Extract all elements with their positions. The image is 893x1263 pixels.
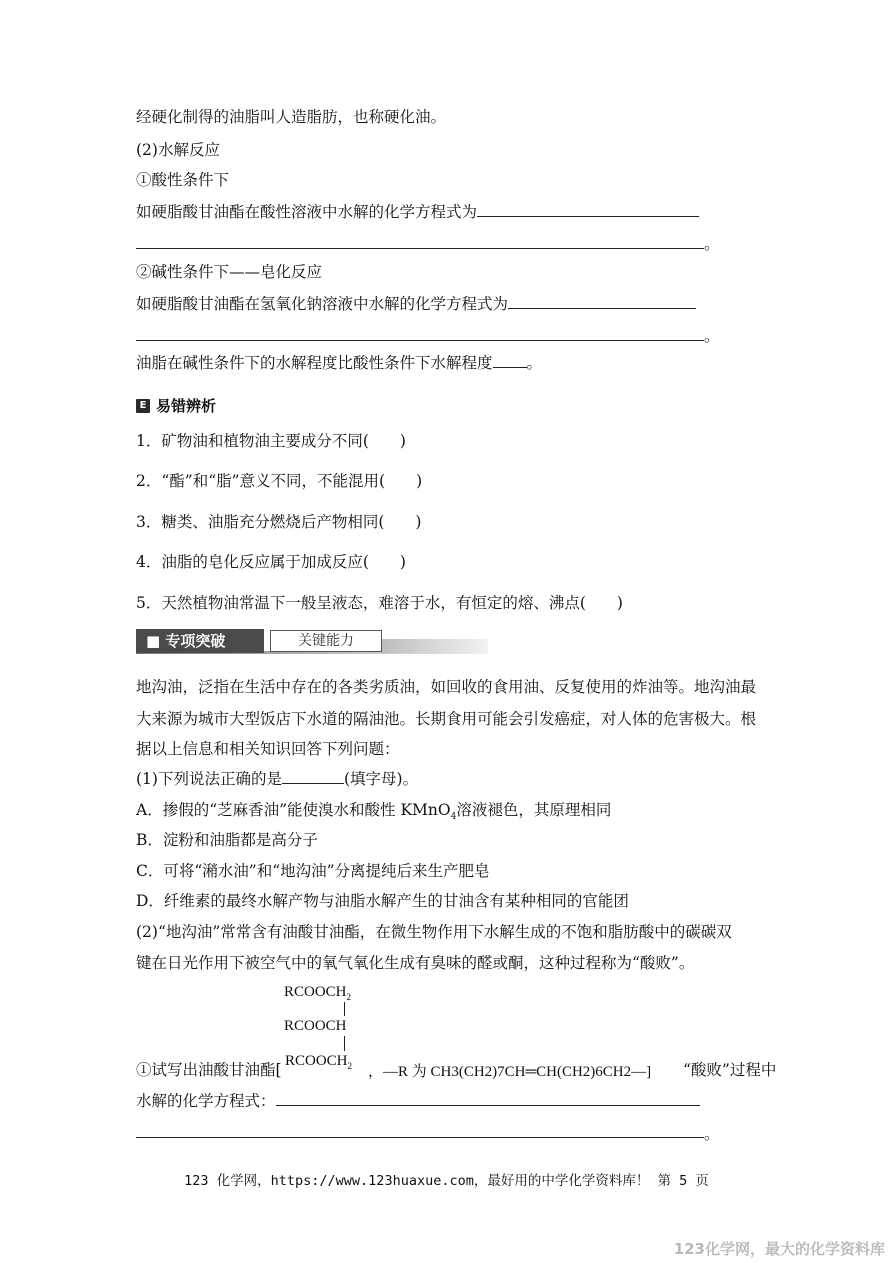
problem-paragraph: 地沟油，泛指在生活中存在的各类劣质油，如回收的食用油、反复使用的炸油等。地沟油最 [136, 678, 757, 696]
answer-blank[interactable] [508, 294, 696, 309]
question-2: (2)“地沟油”常常含有油酸甘油酯，在微生物作用下水解生成的不饱和脂肪酸中的碳碳双 [136, 923, 732, 941]
compare-question [136, 353, 542, 373]
judge-item: 4．油脂的皂化反应属于加成反应( ) [136, 553, 406, 571]
period: 。 [526, 354, 543, 372]
structure-row [285, 1053, 352, 1071]
base-question [136, 294, 696, 314]
structure-text: RCOOCH [285, 1053, 348, 1069]
answer-blank[interactable] [276, 1091, 700, 1106]
section-title-text: 易错辨析 [156, 397, 217, 415]
period: 。 [704, 1125, 720, 1143]
subscript: 2 [347, 1061, 353, 1071]
subscript: 4 [450, 812, 457, 823]
question-1 [136, 769, 418, 789]
answer-blank[interactable] [282, 769, 344, 784]
option-a-text: A．掺假的“芝麻香油”能使溴水和酸性 KMnO [136, 801, 451, 819]
q1-suffix: (填字母)。 [343, 770, 419, 788]
section-banner [136, 629, 488, 653]
banner-dark-label: ■ 专项突破 [136, 629, 264, 653]
option-b: B．淀粉和油脂都是高分子 [136, 831, 318, 849]
judge-item: 2．“酯”和“脂”意义不同，不能混用( ) [136, 472, 423, 490]
structure-row [284, 984, 351, 1002]
answer-blank[interactable] [477, 202, 699, 217]
q2a-formula [368, 1060, 651, 1081]
banner-light-label: 关键能力 [270, 630, 382, 652]
base-question-text: 如硬脂酸甘油酯在氢氧化钠溶液中水解的化学方程式为 [136, 295, 509, 313]
acid-question [136, 202, 699, 222]
answer-line[interactable] [136, 1137, 704, 1138]
text-line: 经硬化制得的油脂叫人造脂肪，也称硬化油。 [136, 108, 447, 126]
judge-item: 5．天然植物油常温下一般呈液态，难溶于水，有恒定的熔、沸点( ) [136, 594, 623, 612]
option-a [136, 800, 611, 827]
section-e-icon: E [136, 399, 150, 413]
problem-paragraph: 大来源为城市大型饭店下水道的隔油池。长期食用可能会引发癌症，对人体的危害极大。根 [136, 710, 757, 728]
structure-row: RCOOCH [284, 1018, 347, 1034]
question-2a-line2 [136, 1091, 700, 1111]
bond-line [344, 1036, 345, 1051]
option-a-text: 溶液褪色，其原理相同 [456, 801, 612, 819]
option-d: D．纤维素的最终水解产物与油脂水解产生的甘油含有某种相同的官能团 [136, 892, 629, 910]
page-footer: 123 化学网，https://www.123huaxue.com，最好用的中学化学资料库！ 第 5 页 [184, 1173, 709, 1189]
structure-text: RCOOCH [284, 984, 347, 1000]
formula-text: ，—R 为 CH [368, 1064, 452, 1080]
judge-item: 1．矿物油和植物油主要成分不同( ) [136, 432, 406, 450]
q2a-line2-text: 水解的化学方程式： [136, 1092, 276, 1110]
answer-line[interactable] [136, 340, 704, 341]
acid-question-text: 如硬脂酸甘油酯在酸性溶液中水解的化学方程式为 [136, 203, 478, 221]
banner-fade [382, 639, 488, 653]
question-2: 键在日光作用下被空气中的氧气氧化生成有臭味的醛或酮，这种过程称为“酸败”。 [136, 954, 695, 972]
q2a-suffix: “酸败”过程中 [683, 1061, 777, 1079]
q2a-text: ①试写出油酸甘油酯[ [136, 1061, 282, 1079]
judge-item: 3．糖类、油脂充分燃烧后产物相同( ) [136, 513, 422, 531]
hydrolysis-heading: (2)水解反应 [136, 141, 220, 159]
formula-text: 3(CH2)7CH═CH(CH2)6CH2—] [451, 1064, 652, 1080]
period: 。 [704, 327, 720, 345]
period: 。 [704, 235, 720, 253]
answer-line[interactable] [136, 248, 704, 249]
base-heading: ②碱性条件下——皂化反应 [136, 263, 323, 281]
option-c: C．可将“潲水油”和“地沟油”分离提纯后来生产肥皂 [136, 862, 490, 880]
q1-prefix: (1)下列说法正确的是 [136, 770, 282, 788]
watermark: 123化学网，最大的化学资料库 [673, 1240, 885, 1258]
problem-paragraph: 据以上信息和相关知识回答下列问题： [136, 740, 400, 758]
section-title [136, 395, 216, 416]
bond-line [344, 1002, 345, 1016]
subscript: 2 [346, 992, 352, 1002]
question-2a [136, 1060, 282, 1080]
acid-heading: ①酸性条件下 [136, 171, 230, 189]
answer-blank[interactable] [493, 353, 527, 368]
compare-text: 油脂在碱性条件下的水解程度比酸性条件下水解程度 [136, 354, 493, 372]
